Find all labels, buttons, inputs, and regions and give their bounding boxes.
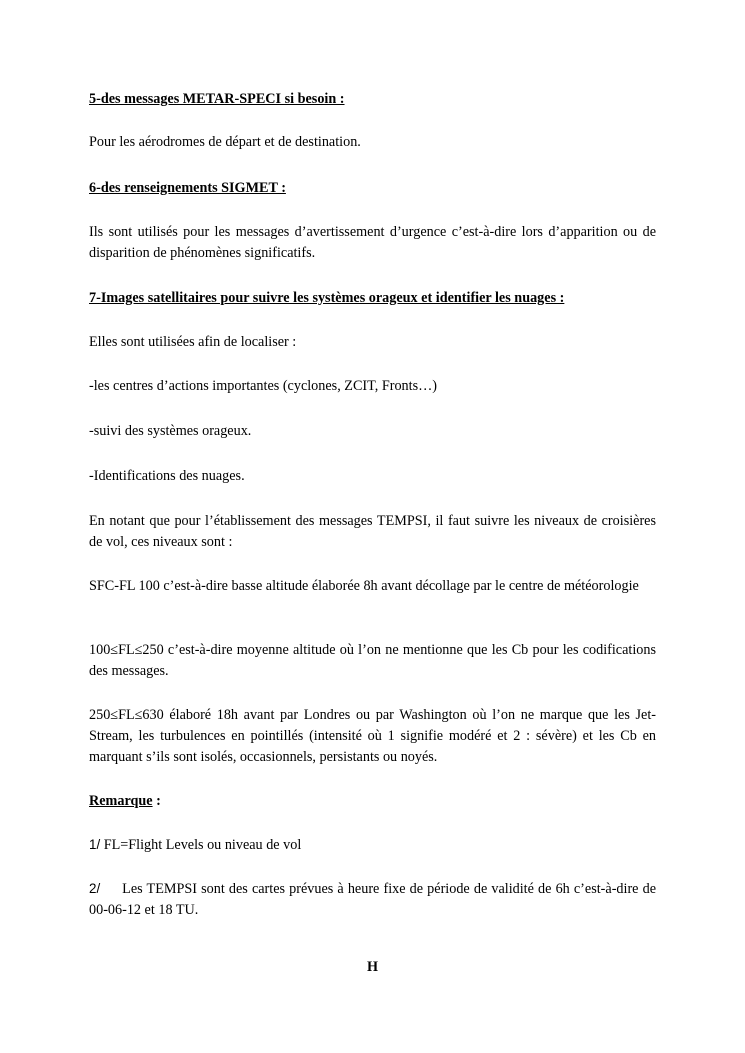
remarque-heading [89,791,656,812]
paragraph-satellite-intro: Elles sont utilisées afin de localiser : [89,334,297,350]
note-tempsi-validity [89,878,656,921]
remarque-suffix: : [152,793,161,809]
list-item-cloud-identification: -Identifications des nuages. [89,468,245,484]
paragraph-level-fl100-250: 100≤FL≤250 c’est-à-dire moyenne altitude où l’on ne mentionne que les Cb pour les codifications des messages. [89,642,656,679]
paragraph-metar-speci: Pour les aérodromes de départ et de destination. [89,134,361,150]
remarque-label: Remarque [89,793,153,809]
heading-sigmet: 6-des renseignements SIGMET : [89,180,286,196]
page-number: H [366,959,379,975]
paragraph-level-sfc-fl100: SFC-FL 100 c’est-à-dire basse altitude élaborée 8h avant décollage par le centre de météorologie [89,578,639,594]
paragraph-level-fl250-630: 250≤FL≤630 élaboré 18h avant par Londres ou par Washington où l’on ne marque que les Jet-Stream, les turbulences en pointillés (intensité où 1 signifie modéré et 2 : sévère) et les Cb en marquant s’ils sont isolés, occasionnels, persistants ou noyés. [89,707,656,765]
note-2-number: 2/ [89,881,101,896]
paragraph-tempsi-intro: En notant que pour l’établissement des messages TEMPSI, il faut suivre les niveaux de croisières de vol, ces niveaux sont : [89,513,656,550]
note-1-number: 1/ [89,837,101,852]
note-flight-levels [89,834,656,856]
note-2-text: Les TEMPSI sont des cartes prévues à heure fixe de période de validité de 6h c’est-à-dire de 00-06-12 et 18 TU. [89,881,656,918]
note-1-text: FL=Flight Levels ou niveau de vol [100,837,302,853]
heading-satellite-images: 7-Images satellitaires pour suivre les systèmes orageux et identifier les nuages : [89,290,565,306]
list-item-action-centers: -les centres d’actions importantes (cyclones, ZCIT, Fronts…) [89,378,438,394]
heading-metar-speci: 5-des messages METAR-SPECI si besoin : [89,91,345,107]
paragraph-sigmet: Ils sont utilisés pour les messages d’avertissement d’urgence c’est-à-dire lors d’apparition ou de disparition de phénomènes significatifs. [89,224,656,261]
list-item-storm-tracking: -suivi des systèmes orageux. [89,423,252,439]
